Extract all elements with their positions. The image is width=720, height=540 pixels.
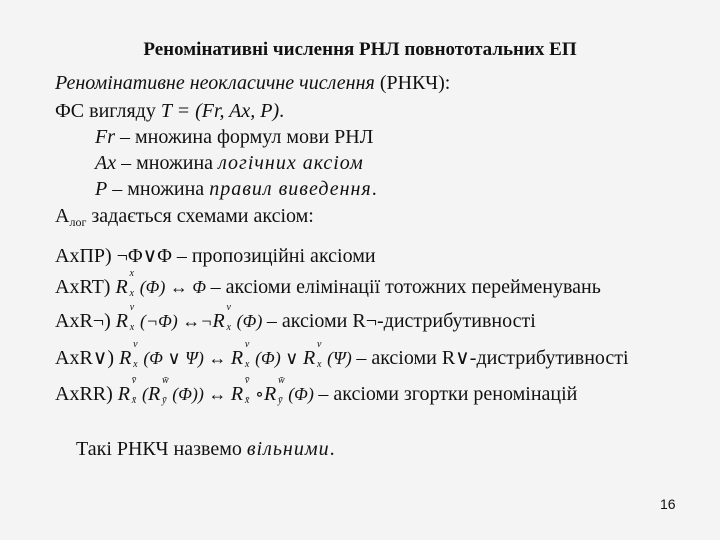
renomination-symbol: R v x bbox=[230, 339, 250, 370]
axiom-rneg-label: AxR¬) bbox=[55, 310, 111, 332]
def-fr bbox=[95, 126, 373, 149]
renomination-symbol: R v̄ x̄ bbox=[117, 375, 137, 406]
intro-formula: T = (Fr, Ax, P) bbox=[160, 100, 280, 122]
axiom-ror-label: AxR∨) bbox=[55, 347, 115, 369]
renomination-symbol: R v̄ x̄ bbox=[230, 375, 250, 406]
axiom-ror-desc: – аксіоми R∨-дистрибутивності bbox=[356, 347, 629, 369]
axiom-ror-formula: R v x (Φ ∨ Ψ) ↔ R v x (Φ) ∨ R v x (Ψ) bbox=[119, 339, 357, 370]
def-p-italic: правил виведення bbox=[209, 178, 372, 200]
intro-line-2 bbox=[55, 100, 284, 123]
renomination-symbol: R x x bbox=[115, 268, 134, 299]
axiom-rt-desc: – аксіоми елімінації тотожних перейменувань bbox=[210, 276, 601, 298]
axiom-rt-formula: R x x (Φ) ↔ Φ bbox=[115, 268, 211, 299]
axiom-rneg bbox=[55, 302, 536, 333]
axiom-rr-label: AxRR) bbox=[55, 383, 113, 405]
def-ax-italic: логічних аксіом bbox=[218, 152, 364, 174]
axiom-rr bbox=[55, 375, 578, 406]
slide-title: Реномінативні числення РНЛ повнототальних ЕП bbox=[143, 39, 577, 60]
intro-rest: (РНКЧ): bbox=[374, 72, 451, 94]
renomination-symbol: R v x bbox=[212, 302, 231, 333]
axiom-pr-formula: ¬Φ∨Φ bbox=[116, 245, 172, 267]
page-number: 16 bbox=[660, 496, 676, 512]
def-p bbox=[95, 178, 377, 201]
renomination-symbol: R v x bbox=[115, 302, 135, 333]
axiom-pr bbox=[55, 243, 376, 268]
axiom-rr-desc: – аксіоми згортки реномінацій bbox=[318, 383, 578, 405]
alog-main: A bbox=[55, 205, 70, 227]
def-p-text: – множина bbox=[107, 178, 210, 200]
footer-text: Такі РНКЧ назвемо bbox=[76, 438, 247, 460]
def-ax bbox=[95, 152, 364, 175]
footer-italic: вільними bbox=[246, 438, 330, 460]
intro-line-1 bbox=[55, 72, 450, 95]
intro-italic: Реномінативне неокласичне числення bbox=[55, 72, 375, 94]
def-ax-text: – множина bbox=[116, 152, 219, 174]
axiom-rr-formula: R v̄ x̄ (R w̄ ȳ (Φ)) ↔ R v̄ x̄ ∘R w̄ ȳ (Φ) bbox=[117, 375, 319, 406]
footer-line bbox=[76, 438, 335, 461]
def-fr-text: – множина формул мови РНЛ bbox=[115, 126, 374, 148]
alog-text: задається схемами аксіом: bbox=[86, 205, 314, 227]
def-p-tail: . bbox=[371, 178, 377, 200]
intro-prefix: ФС вигляду bbox=[55, 100, 161, 122]
renomination-symbol: R v x bbox=[302, 339, 322, 370]
axiom-pr-label: AxПР) bbox=[55, 245, 112, 267]
renomination-symbol: R w̄ ȳ bbox=[263, 375, 285, 406]
footer-tail: . bbox=[329, 438, 335, 460]
def-ax-sym: Ax bbox=[95, 152, 117, 174]
intro-suffix: . bbox=[279, 100, 285, 122]
alog-line bbox=[55, 205, 314, 230]
axiom-rneg-desc: – аксіоми R¬-дистрибутивності bbox=[266, 310, 536, 332]
axiom-pr-desc: – пропозиційні аксіоми bbox=[176, 245, 376, 267]
def-fr-sym: Fr bbox=[95, 126, 115, 148]
axiom-rt-label: AxRT) bbox=[55, 276, 111, 298]
axiom-ror bbox=[55, 339, 629, 370]
def-p-sym: P bbox=[95, 178, 108, 200]
renomination-symbol: R v x bbox=[119, 339, 138, 370]
alog-sub: лог bbox=[69, 215, 87, 229]
renomination-symbol: R w̄ ȳ bbox=[148, 375, 169, 406]
axiom-rneg-formula: R v x (¬Φ) ↔¬R v x (Φ) bbox=[115, 302, 267, 333]
axiom-rt bbox=[55, 268, 601, 299]
